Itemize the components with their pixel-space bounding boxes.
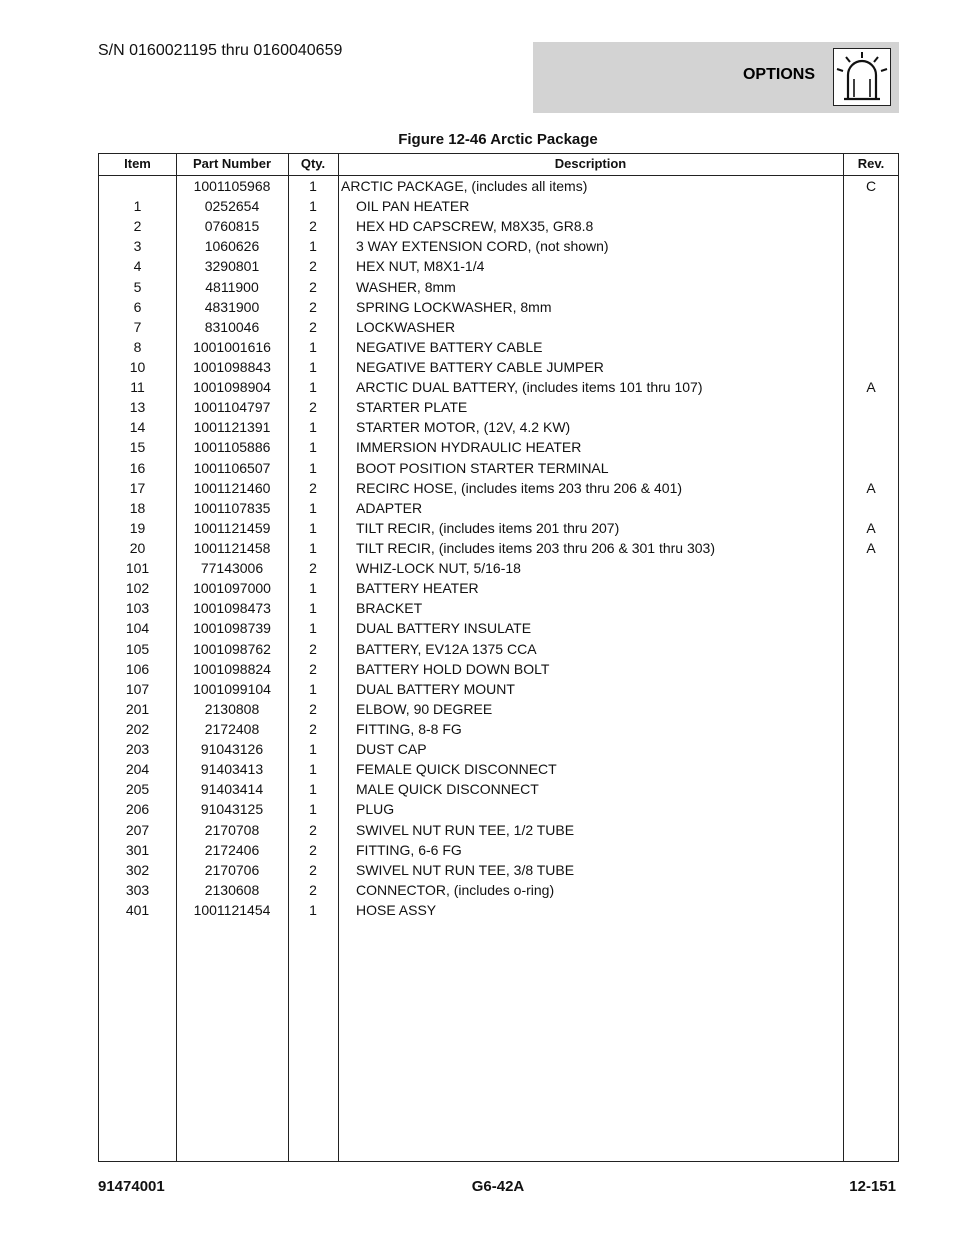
doc-number: 91474001 [98, 1178, 165, 1195]
row-part-number: 2170706 [204, 861, 260, 878]
row-description: ARCTIC DUAL BATTERY, (includes items 101 thru 107) [356, 379, 703, 396]
row-part-number: 1001121391 [193, 419, 271, 436]
row-description: DUST CAP [356, 741, 427, 758]
row-quantity: 2 [309, 258, 317, 275]
row-part-number: 1001098904 [193, 379, 271, 396]
table-row [99, 497, 898, 517]
column-header-qty: Qty. [300, 156, 326, 171]
row-quantity: 1 [309, 781, 317, 798]
table-row [99, 296, 898, 316]
row-quantity: 2 [309, 560, 317, 577]
row-item-number: 5 [133, 278, 142, 295]
row-part-number: 0252654 [204, 198, 260, 215]
row-item-number: 20 [129, 539, 146, 556]
row-quantity: 1 [309, 680, 317, 697]
row-item-number: 204 [125, 761, 150, 778]
row-part-number: 1001107835 [193, 499, 271, 516]
row-revision: A [866, 479, 876, 496]
row-description: ADAPTER [356, 499, 423, 516]
row-item-number: 105 [125, 640, 150, 657]
row-quantity: 1 [309, 198, 317, 215]
row-description: BRACKET [356, 600, 423, 617]
table-row [99, 859, 898, 879]
row-part-number: 1001121459 [193, 519, 271, 536]
row-item-number: 10 [129, 358, 146, 375]
row-item-number: 1 [133, 198, 142, 215]
row-revision: A [866, 379, 876, 396]
row-revision: A [866, 539, 876, 556]
table-row [99, 276, 898, 296]
serial-number-range: S/N 0160021195 thru 0160040659 [98, 42, 343, 59]
figure-title: Figure 12-46 Arctic Package [398, 131, 598, 148]
row-description: SPRING LOCKWASHER, 8mm [356, 298, 552, 315]
row-quantity: 1 [309, 620, 317, 637]
row-part-number: 1001098739 [193, 620, 271, 637]
table-row [99, 839, 898, 859]
row-item-number: 102 [125, 580, 150, 597]
row-item-number: 201 [125, 700, 150, 717]
table-row [99, 255, 898, 275]
row-quantity: 1 [309, 358, 317, 375]
row-quantity: 2 [309, 318, 317, 335]
table-row [99, 557, 898, 577]
row-item-number: 107 [125, 680, 150, 697]
row-item-number: 7 [133, 318, 142, 335]
row-item-number: 202 [125, 720, 150, 737]
row-item-number: 13 [129, 399, 146, 416]
row-description: DUAL BATTERY INSULATE [356, 620, 532, 637]
page-number: 12-151 [849, 1178, 896, 1195]
row-item-number: 401 [125, 901, 150, 918]
row-quantity: 2 [309, 881, 317, 898]
table-row [99, 698, 898, 718]
row-quantity: 2 [309, 479, 317, 496]
table-row [99, 819, 898, 839]
row-quantity: 2 [309, 841, 317, 858]
row-quantity: 1 [309, 338, 317, 355]
table-row [99, 798, 898, 818]
row-item-number: 16 [129, 459, 146, 476]
row-description: BOOT POSITION STARTER TERMINAL [356, 459, 609, 476]
row-quantity: 1 [309, 499, 317, 516]
row-item-number: 106 [125, 660, 150, 677]
row-description: DUAL BATTERY MOUNT [356, 680, 515, 697]
row-part-number: 91043126 [200, 741, 264, 758]
row-part-number: 2172406 [204, 841, 260, 858]
row-quantity: 1 [309, 741, 317, 758]
table-row [99, 879, 898, 899]
table-row [99, 738, 898, 758]
row-part-number: 1001104797 [193, 399, 271, 416]
row-quantity: 2 [309, 720, 317, 737]
row-quantity: 1 [309, 178, 317, 194]
row-part-number: 1001098824 [193, 660, 271, 677]
row-description: ELBOW, 90 DEGREE [356, 700, 493, 717]
row-part-number: 1001105968 [193, 178, 271, 194]
row-quantity: 2 [309, 660, 317, 677]
row-quantity: 1 [309, 238, 317, 255]
row-part-number: 0760815 [204, 218, 260, 235]
row-quantity: 1 [309, 459, 317, 476]
row-description: RECIRC HOSE, (includes items 203 thru 206 & 401) [356, 479, 683, 496]
row-quantity: 2 [309, 700, 317, 717]
row-description: TILT RECIR, (includes items 201 thru 207) [356, 519, 620, 536]
row-part-number: 1001121460 [193, 479, 271, 496]
row-description: 3 WAY EXTENSION CORD, (not shown) [356, 238, 609, 255]
column-header-part-number: Part Number [192, 156, 272, 171]
row-part-number: 1001121454 [193, 901, 271, 918]
row-item-number: 207 [125, 821, 150, 838]
row-part-number: 1001001616 [193, 338, 271, 355]
row-quantity: 2 [309, 821, 317, 838]
row-part-number: 1001097000 [193, 580, 271, 597]
row-part-number: 91403413 [200, 761, 264, 778]
row-description: WASHER, 8mm [356, 278, 456, 295]
row-quantity: 1 [309, 761, 317, 778]
row-description: LOCKWASHER [356, 318, 456, 335]
row-part-number: 4811900 [205, 278, 259, 295]
table-body [99, 175, 898, 919]
row-item-number: 103 [125, 600, 150, 617]
row-description: ARCTIC PACKAGE, (includes all items) [341, 178, 588, 194]
row-quantity: 1 [309, 539, 317, 556]
row-quantity: 1 [309, 801, 317, 818]
row-item-number: 2 [133, 218, 142, 235]
column-header-item: Item [124, 156, 151, 171]
row-description: PLUG [356, 801, 395, 818]
row-quantity: 1 [309, 419, 317, 436]
row-description: BATTERY, EV12A 1375 CCA [356, 640, 537, 657]
row-item-number: 8 [133, 338, 142, 355]
row-item-number: 101 [125, 560, 150, 577]
row-description: STARTER PLATE [356, 399, 468, 416]
row-description: TILT RECIR, (includes items 203 thru 206 & 301 thru 303) [356, 539, 715, 556]
table-row [99, 638, 898, 658]
row-revision: A [866, 519, 876, 536]
row-quantity: 2 [309, 298, 317, 315]
row-description: FITTING, 8-8 FG [356, 720, 462, 737]
row-description: BATTERY HOLD DOWN BOLT [356, 660, 550, 677]
row-quantity: 2 [309, 861, 317, 878]
row-description: OIL PAN HEATER [356, 198, 470, 215]
row-part-number: 1001105886 [193, 439, 271, 456]
row-quantity: 1 [309, 379, 317, 396]
row-part-number: 1001098473 [193, 600, 271, 617]
heater-lamp-icon [833, 48, 891, 106]
model-number: G6-42A [471, 1178, 525, 1195]
row-description: CONNECTOR, (includes o-ring) [356, 881, 555, 898]
row-item-number: 302 [125, 861, 150, 878]
table-row [99, 416, 898, 436]
row-part-number: 1001098762 [193, 640, 271, 657]
row-item-number: 203 [125, 741, 150, 758]
row-part-number: 77143006 [200, 560, 264, 577]
row-item-number: 18 [129, 499, 146, 516]
table-row [99, 215, 898, 235]
table-row [99, 718, 898, 738]
row-part-number: 2172408 [204, 720, 260, 737]
row-description: STARTER MOTOR, (12V, 4.2 KW) [356, 419, 571, 436]
column-header-rev: Rev. [857, 156, 885, 171]
parts-table [98, 153, 899, 1162]
table-row [99, 436, 898, 456]
row-quantity: 2 [309, 278, 317, 295]
row-quantity: 1 [309, 901, 317, 918]
table-row [99, 376, 898, 396]
row-part-number: 1001106507 [193, 459, 271, 476]
row-description: SWIVEL NUT RUN TEE, 3/8 TUBE [356, 861, 575, 878]
row-revision: C [865, 178, 877, 194]
row-part-number: 2170708 [204, 821, 260, 838]
table-row [99, 678, 898, 698]
table-row [99, 356, 898, 376]
table-row [99, 597, 898, 617]
row-part-number: 91043125 [200, 801, 264, 818]
row-item-number: 301 [125, 841, 150, 858]
section-title: OPTIONS [742, 66, 815, 83]
row-part-number: 4831900 [204, 298, 260, 315]
row-item-number: 205 [125, 781, 150, 798]
row-item-number: 17 [129, 479, 146, 496]
table-row [99, 477, 898, 497]
row-description: FEMALE QUICK DISCONNECT [356, 761, 557, 778]
row-part-number: 1060626 [204, 238, 260, 255]
table-row [99, 658, 898, 678]
row-quantity: 1 [309, 600, 317, 617]
table-row [99, 537, 898, 557]
row-description: HEX HD CAPSCREW, M8X35, GR8.8 [356, 218, 594, 235]
row-description: MALE QUICK DISCONNECT [356, 781, 539, 798]
row-part-number: 1001098843 [193, 358, 271, 375]
row-item-number: 15 [129, 439, 146, 456]
row-item-number: 14 [129, 419, 146, 436]
row-part-number: 8310046 [204, 318, 260, 335]
row-item-number: 19 [129, 519, 146, 536]
row-description: NEGATIVE BATTERY CABLE JUMPER [356, 358, 604, 375]
row-part-number: 2130808 [204, 700, 260, 717]
table-row [99, 899, 898, 919]
row-description: WHIZ-LOCK NUT, 5/16-18 [356, 560, 521, 577]
row-item-number: 6 [133, 298, 142, 315]
table-row [99, 195, 898, 215]
table-row [99, 316, 898, 336]
row-item-number: 11 [130, 379, 145, 396]
row-quantity: 2 [309, 640, 317, 657]
row-quantity: 1 [309, 439, 317, 456]
section-header [533, 42, 899, 113]
table-row [99, 457, 898, 477]
row-quantity: 1 [309, 519, 317, 536]
row-item-number: 104 [125, 620, 150, 637]
row-part-number: 1001099104 [193, 680, 271, 697]
row-item-number: 206 [125, 801, 150, 818]
table-row [99, 517, 898, 537]
table-row [99, 235, 898, 255]
table-row [99, 396, 898, 416]
table-row [99, 617, 898, 637]
table-row [99, 577, 898, 597]
row-description: SWIVEL NUT RUN TEE, 1/2 TUBE [356, 821, 575, 838]
row-part-number: 91403414 [200, 781, 264, 798]
column-header-description: Description [554, 156, 627, 171]
table-row [99, 175, 898, 195]
row-item-number: 4 [133, 258, 142, 275]
row-description: BATTERY HEATER [356, 580, 479, 597]
row-description: NEGATIVE BATTERY CABLE [356, 338, 543, 355]
row-item-number: 3 [133, 238, 142, 255]
row-quantity: 1 [309, 580, 317, 597]
row-description: IMMERSION HYDRAULIC HEATER [356, 439, 582, 456]
row-quantity: 2 [309, 218, 317, 235]
row-description: HOSE ASSY [356, 901, 437, 918]
row-item-number: 303 [125, 881, 150, 898]
row-description: FITTING, 6-6 FG [356, 841, 462, 858]
row-description: HEX NUT, M8X1-1/4 [356, 258, 485, 275]
row-part-number: 1001121458 [193, 539, 271, 556]
table-row [99, 758, 898, 778]
table-row [99, 336, 898, 356]
row-quantity: 2 [309, 399, 317, 416]
table-row [99, 778, 898, 798]
row-part-number: 2130608 [204, 881, 260, 898]
row-part-number: 3290801 [204, 258, 260, 275]
